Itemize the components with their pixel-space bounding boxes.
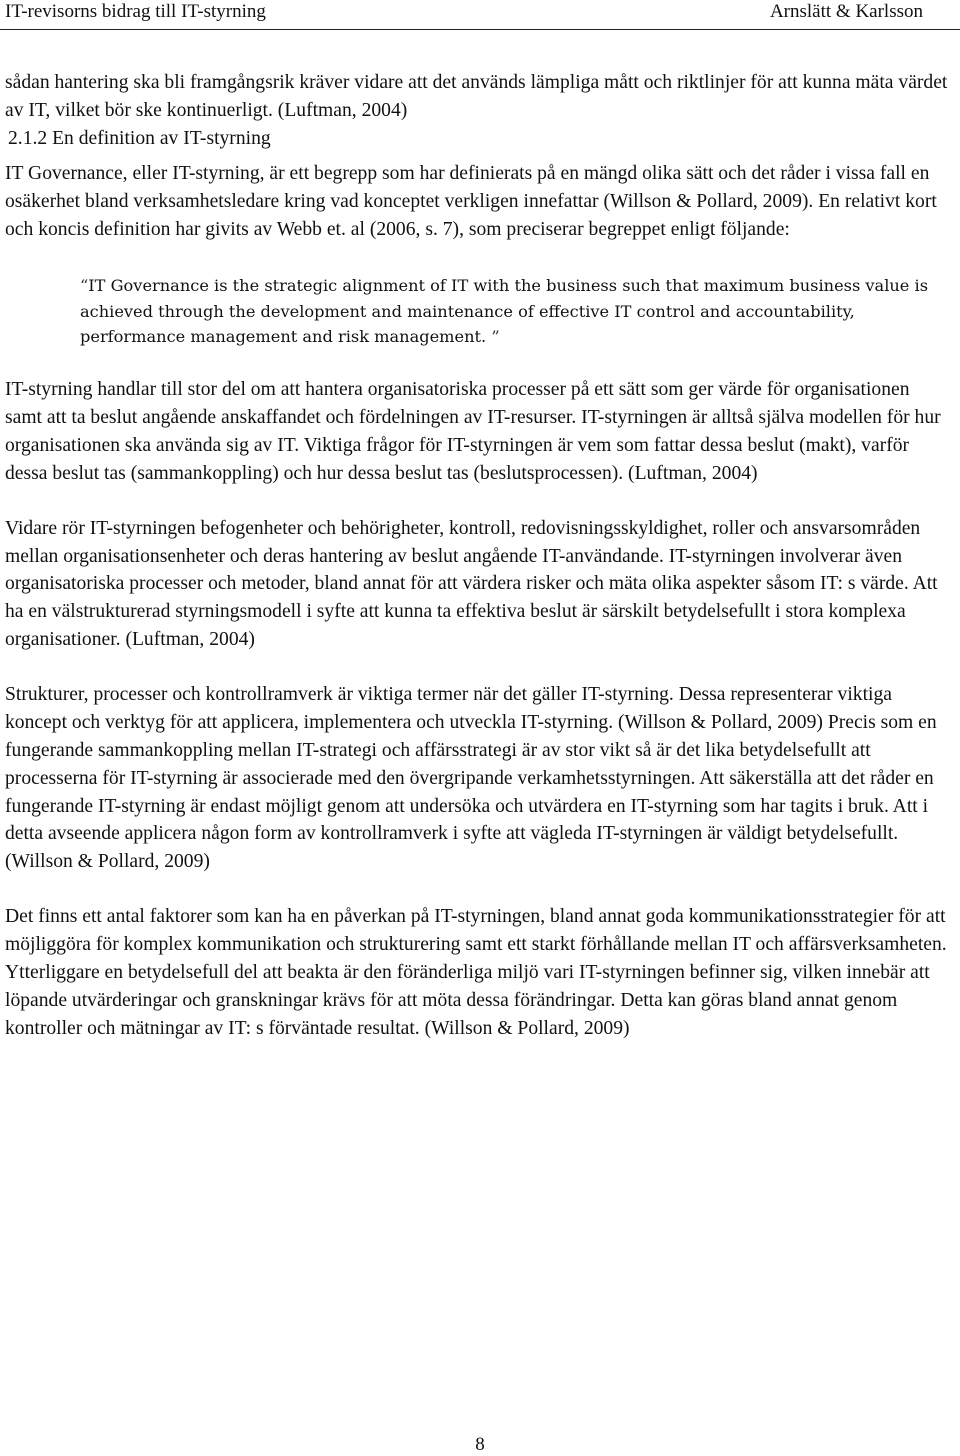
- body-paragraph-5: Det finns ett antal faktorer som kan ha en påverkan på IT-styrningen, bland annat goda kommunikationsstrategier för att möjliggöra för komplex kommunikation och strukturering samt ett starkt förhållande mellan IT och affärsverksamheten. Ytterliggare en betydelsefull del att beakta är den föränderliga miljö vari IT-styrningen befinner sig, vilken innebär att löpande utvärderingar och granskningar krävs för att möta dessa förändringar. Detta kan göras bland annat genom kontroller och mätningar av IT: s förväntade resultat. (Willson & Pollard, 2009): [5, 906, 947, 1039]
- header-authors: Arnslätt & Karlsson: [769, 1, 923, 22]
- body-paragraph-4: Strukturer, processer och kontrollramverk är viktiga termer när det gäller IT-styrning. Dessa representerar viktiga koncept och verktyg för att applicera, implementera och utveckla IT-styrning. (Willson & Pollard, 2009) Precis som en fungerande sammankoppling mellan IT-strategi och affärsstrategi är av stor vikt så är det lika betydelsefullt att processerna för IT-styrning är associerade med den övergripande verkamhetsstyrningen. Att säkerställa att det råder en fungerande IT-styrning är endast möjligt genom att undersöka och utvärdera en IT-styrning som har tagits i bruk. Att i detta avseende applicera någon form av kontrollramverk i syfte att vägleda IT-styrningen är väldigt betydelsefullt. (Willson & Pollard, 2009): [5, 684, 937, 873]
- quote-text: IT Governance is the strategic alignment of IT with the business such that maximum business value is achieved through the development and maintenance of effective IT control and accountability, performance management and risk management.: [80, 275, 929, 347]
- intro-paragraph: sådan hantering ska bli framgångsrik kräver vidare att det används lämpliga mått och riktlinjer för att kunna mäta värdet av IT, vilket bör ske kontinuerligt. (Luftman, 2004): [5, 72, 948, 121]
- body-paragraph-3: Vidare rör IT-styrningen befogenheter och behörigheter, kontroll, redovisningsskyldighet, roller och ansvarsområden mellan organisationsenheter och deras hantering av beslut angående IT-användande. IT-styrningen involverar även organisatoriska processer och metoder, bland annat för att värdera risker och mäta olika aspekter såsom IT: s värde. Att ha en välstrukturerad styrningsmodell i syfte att kunna ta effektiva beslut är särskilt betydelsefullt i stora komplexa organisationer. (Luftman, 2004): [5, 517, 938, 651]
- body-paragraph-2: IT-styrning handlar till stor del om att hantera organisatoriska processer på ett sätt som ger värde för organisationen samt att ta beslut angående anskaffandet och fördelningen av IT-resurser. IT-styrningen är alltså själva modellen för hur organisationen ska använda sig av IT. Viktiga frågor för IT-styrningen är vem som fattar dessa beslut (makt), varför dessa beslut tas (sammankoppling) och hur dessa beslut tas (beslutsprocessen). (Luftman, 2004): [5, 379, 941, 484]
- section-heading: 2.1.2 En definition av IT-styrning: [8, 127, 271, 149]
- quote-open-mark: “: [80, 275, 89, 295]
- definition-paragraph: IT Governance, eller IT-styrning, är ett begrepp som har definierats på en mängd olika sätt och det råder i vissa fall en osäkerhet bland verksamhetsledare kring vad konceptet verkligen innefattar (Willson & Pollard, 2009). En relativt kort och koncis definition har givits av Webb et. al (2006, s. 7), som preciserar begreppet enligt följande:: [5, 163, 937, 240]
- header-document-title: IT-revisorns bidrag till IT-styrning: [5, 1, 266, 22]
- block-quote: [80, 273, 940, 350]
- quote-close-mark: ”: [491, 327, 500, 347]
- page-body: [5, 69, 950, 1042]
- running-header: [0, 0, 960, 30]
- page-number: 8: [475, 1434, 485, 1455]
